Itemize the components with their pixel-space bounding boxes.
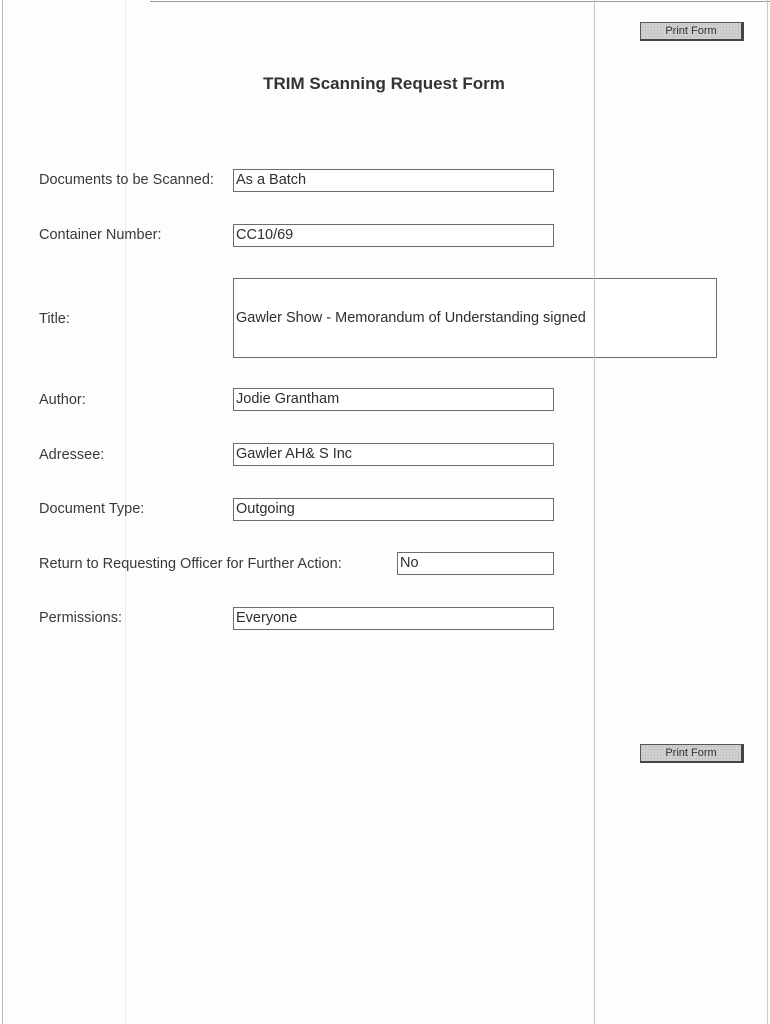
author-label: Author: [39, 392, 86, 408]
author-field[interactable]: Jodie Grantham [233, 388, 554, 411]
permissions-label: Permissions: [39, 610, 122, 626]
scan-edge-left [2, 0, 3, 1024]
print-form-button-top[interactable]: Print Form [640, 22, 744, 41]
title-label: Title: [39, 311, 70, 327]
document-type-label: Document Type: [39, 501, 145, 517]
return-to-officer-label: Return to Requesting Officer for Further Action: [39, 556, 342, 572]
form-title: TRIM Scanning Request Form [263, 74, 505, 93]
scan-fold-line [594, 0, 595, 1024]
container-number-field[interactable]: CC10/69 [233, 224, 554, 247]
return-to-officer-field[interactable]: No [397, 552, 554, 575]
title-field-value: Gawler Show - Memorandum of Understanding signed [236, 310, 586, 326]
title-field[interactable] [233, 278, 717, 358]
print-form-button-bottom[interactable]: Print Form [640, 744, 744, 763]
scan-edge-right [767, 0, 768, 1024]
documents-to-scan-label: Documents to be Scanned: [39, 172, 214, 188]
document-type-field[interactable]: Outgoing [233, 498, 554, 521]
scan-edge-top [150, 1, 770, 2]
container-number-label: Container Number: [39, 227, 162, 243]
permissions-field[interactable]: Everyone [233, 607, 554, 630]
addressee-field[interactable]: Gawler AH& S Inc [233, 443, 554, 466]
addressee-label: Adressee: [39, 447, 105, 463]
documents-to-scan-field[interactable]: As a Batch [233, 169, 554, 192]
